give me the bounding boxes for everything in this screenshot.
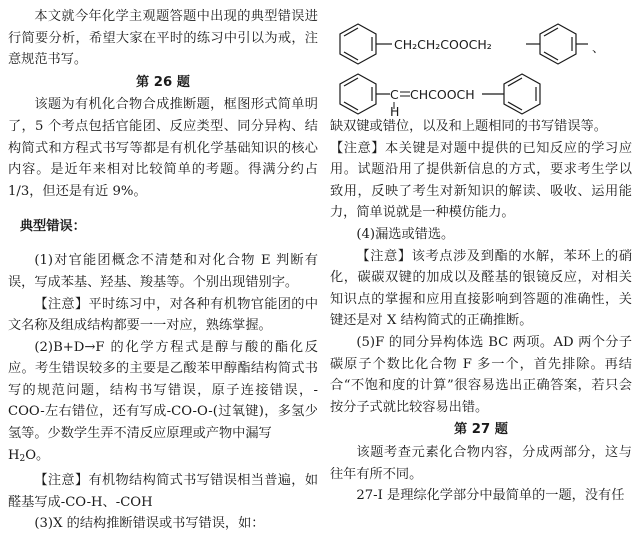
benzene-ring-icon bbox=[504, 74, 540, 114]
note-text: 平时练习中，对各种有机物官能团的中文名称及组成结构都要一一对应，熟练掌握。 bbox=[8, 296, 319, 334]
note-paragraph-4 bbox=[330, 246, 632, 332]
question-26-description: 该题为有机化合物合成推断题，框图形式简单明了，5 个考点包括官能团、反应类型、同分异构、结构简式和方程式书写等都是有机化学基础知识的核心内容。是近年来相对比较简单的考题。得满分约占 1/3，但还是有近 9%。 bbox=[8, 97, 318, 199]
error-item-3: (3)X 的结构推断错误或书写错误，如： bbox=[34, 516, 265, 532]
benzene-ring-icon bbox=[540, 24, 576, 64]
note-paragraph-1 bbox=[8, 294, 318, 337]
ester-formula-2: CHCOOCH bbox=[410, 87, 475, 102]
error-item-5: (5)F 的同分异构体选 BC 两项。AD 两个分子碳原子个数比化合物 F 多一个，首先排除。再结合“不饱和度的计算”很容易选出正确答案，若只会按分子式就比较容易出错。 bbox=[330, 334, 632, 415]
note-label: 【注意】 bbox=[34, 296, 89, 312]
error-item-2-text: (2)B+D→F 的化学方程式是醇与酸的酯化反应。考生错误较多的主要是乙酸苯甲醇酯结构简式书写的规范问题，结构书写错误，原子连接错误，-COO-左右错位，还有写成-CO-O-(过氧键)，多氢少氢等。少数学生弄不清反应原理或产物中漏写 bbox=[8, 339, 318, 442]
missing-bond-text: 缺双键或错位，以及和上题相同的书写错误等。 bbox=[330, 119, 607, 134]
note-text: 该考点涉及到酯的水解，苯环上的硝化，碳碳双键的加成以及醛基的银镜反应，对相关知识点的掌握和应用直接影响到答题的准确性，关键还是对 X 结构简式的正确推断。 bbox=[330, 248, 633, 329]
left-column bbox=[8, 6, 318, 535]
question-27-description: 该题考查元素化合物内容，分成两部分，这与往年有所不同。 bbox=[330, 444, 632, 482]
chemical-structures bbox=[330, 6, 632, 116]
question-27-part-1: 27-I 是理综化学部分中最简单的一题，没有任 bbox=[356, 488, 625, 504]
note-label: 【注意】 bbox=[34, 473, 89, 489]
svg-text:C: C bbox=[390, 87, 399, 102]
ester-formula-1: CH₂CH₂COOCH₂ bbox=[394, 37, 492, 52]
error-item-4: (4)漏选或错选。 bbox=[356, 226, 455, 242]
benzene-ring-icon bbox=[340, 74, 376, 114]
note-text: 有机物结构简式书写错误相当普遍，如醛基写成-CO-H、-COH bbox=[8, 473, 319, 510]
note-label: 【注意】 bbox=[356, 248, 412, 264]
error-item-1: (1)对官能团概念不清楚和对化合物 E 判断有误，写成苯基、羟基、羧基等。个别出现错别字。 bbox=[8, 253, 318, 290]
note-paragraph-3 bbox=[330, 138, 632, 224]
structure-diagram bbox=[330, 6, 632, 116]
error-item-2 bbox=[8, 337, 318, 471]
hydrogen-label: H bbox=[390, 104, 400, 116]
note-paragraph-2 bbox=[8, 470, 318, 513]
question-27-heading: 第 27 题 bbox=[454, 422, 508, 438]
note-text: 本关键是对题中提供的已知反应的学习应用。试题沿用了提供新信息的方式，要求考生学以致用，反映了考生对新知识的解读、吸收、运用能力，简单说就是一种模仿能力。 bbox=[330, 140, 633, 221]
benzene-ring-icon bbox=[340, 24, 376, 64]
question-26-heading: 第 26 题 bbox=[136, 74, 190, 90]
typical-errors-heading: 典型错误： bbox=[19, 218, 86, 234]
note-label: 【注意】 bbox=[330, 140, 386, 156]
right-column bbox=[330, 6, 632, 507]
intro-paragraph: 本文就今年化学主观题答题中出现的典型错误进行简要分析，希望大家在平时的练习中引以为戒，注意规范书写。 bbox=[8, 9, 318, 68]
list-separator: 、 bbox=[592, 40, 605, 55]
water-formula: $H_2O$。 bbox=[8, 447, 50, 464]
